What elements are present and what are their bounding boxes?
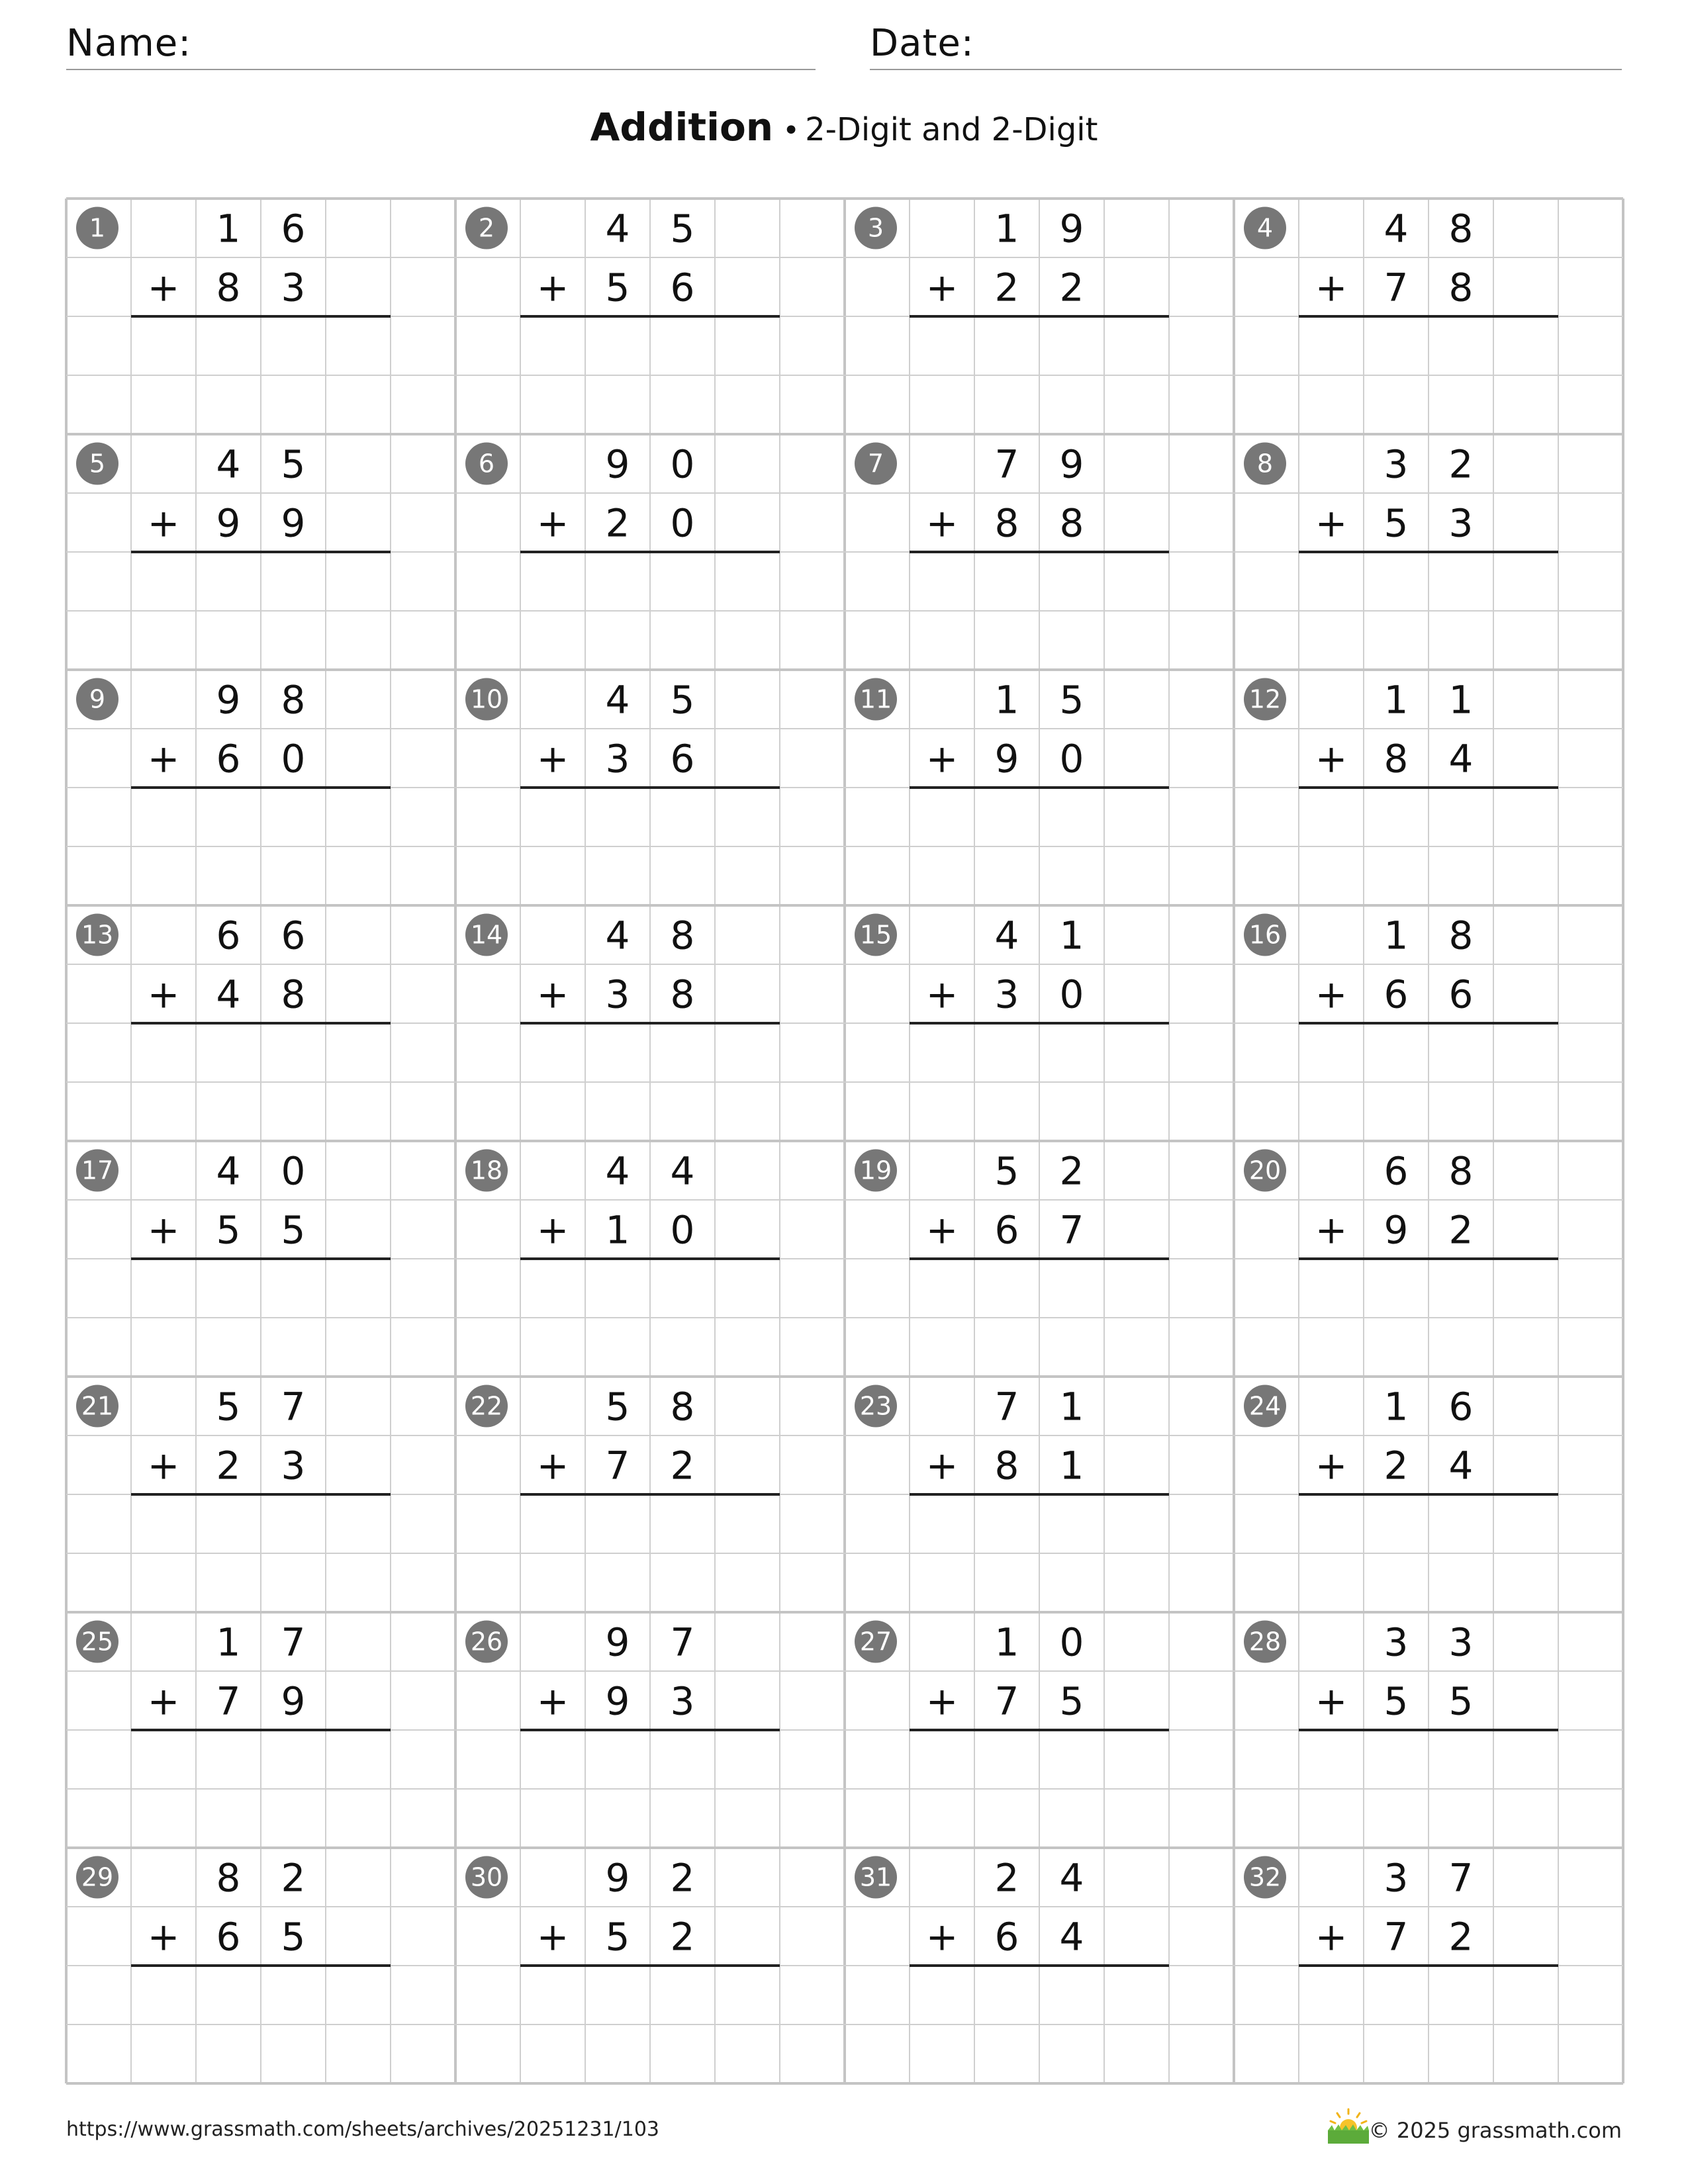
bottom-digit: 8 bbox=[281, 972, 306, 1017]
plus-sign: + bbox=[1315, 1678, 1348, 1724]
top-digit: 8 bbox=[670, 913, 695, 958]
bottom-digit: 2 bbox=[216, 1443, 241, 1488]
top-digit: 5 bbox=[670, 677, 695, 723]
answer-area[interactable] bbox=[131, 1023, 391, 1141]
bottom-digit: 6 bbox=[670, 265, 695, 310]
problem-30 bbox=[465, 1856, 780, 2084]
problem-2 bbox=[465, 206, 780, 435]
title-separator: • bbox=[782, 114, 800, 148]
top-digit: 2 bbox=[670, 1855, 695, 1901]
problem-8 bbox=[1244, 442, 1558, 670]
bottom-digit: 2 bbox=[670, 1443, 695, 1488]
bottom-digit: 9 bbox=[994, 736, 1019, 782]
answer-area[interactable] bbox=[520, 1494, 780, 1612]
bottom-digit: 8 bbox=[994, 1443, 1019, 1488]
bottom-digit: 0 bbox=[670, 1207, 695, 1253]
problem-number: 6 bbox=[478, 449, 495, 478]
plus-sign: + bbox=[1315, 265, 1348, 310]
bottom-digit: 0 bbox=[1059, 972, 1084, 1017]
problem-number: 31 bbox=[859, 1862, 892, 1892]
plus-sign: + bbox=[925, 736, 959, 782]
top-digit: 7 bbox=[281, 1619, 306, 1665]
plus-sign: + bbox=[925, 1443, 959, 1488]
bottom-digit: 3 bbox=[281, 265, 306, 310]
top-digit: 4 bbox=[670, 1148, 695, 1194]
problem-number: 27 bbox=[859, 1627, 892, 1657]
problem-28 bbox=[1244, 1620, 1558, 1848]
answer-area[interactable] bbox=[910, 1259, 1169, 1377]
bottom-digit: 2 bbox=[994, 265, 1019, 310]
plus-sign: + bbox=[147, 500, 180, 546]
problem-6 bbox=[465, 442, 780, 670]
bottom-digit: 5 bbox=[1383, 500, 1409, 546]
problem-31 bbox=[855, 1856, 1169, 2084]
top-digit: 6 bbox=[1448, 1384, 1474, 1430]
problem-4 bbox=[1244, 206, 1558, 435]
problem-number: 4 bbox=[1256, 213, 1274, 243]
problem-number: 13 bbox=[81, 920, 114, 950]
problem-5 bbox=[76, 442, 391, 670]
plus-sign: + bbox=[147, 265, 180, 310]
bottom-digit: 5 bbox=[1448, 1678, 1474, 1724]
problem-1 bbox=[76, 206, 391, 435]
answer-area[interactable] bbox=[910, 1966, 1169, 2083]
problem-22 bbox=[465, 1385, 780, 1613]
plus-sign: + bbox=[147, 1443, 180, 1488]
plus-sign: + bbox=[536, 500, 569, 546]
answer-area[interactable] bbox=[910, 788, 1169, 905]
top-digit: 4 bbox=[994, 913, 1019, 958]
bottom-digit: 3 bbox=[670, 1678, 695, 1724]
problem-11 bbox=[855, 678, 1169, 906]
grass-sun-logo-icon bbox=[1324, 2108, 1373, 2145]
plus-sign: + bbox=[536, 1678, 569, 1724]
top-digit: 3 bbox=[1383, 1855, 1409, 1901]
problem-3 bbox=[855, 206, 1169, 435]
problem-number: 16 bbox=[1248, 920, 1282, 950]
top-digit: 4 bbox=[1059, 1855, 1084, 1901]
plus-sign: + bbox=[1315, 972, 1348, 1017]
plus-sign: + bbox=[1315, 736, 1348, 782]
bottom-digit: 9 bbox=[1383, 1207, 1409, 1253]
top-digit: 5 bbox=[994, 1148, 1019, 1194]
top-digit: 3 bbox=[1383, 441, 1409, 487]
problem-number: 32 bbox=[1248, 1862, 1282, 1892]
footer-copyright: © 2025 grassmath.com bbox=[1368, 2118, 1622, 2143]
bottom-digit: 7 bbox=[1383, 1914, 1409, 1960]
answer-area[interactable] bbox=[131, 552, 391, 670]
top-digit: 1 bbox=[1059, 913, 1084, 958]
footer-url: https://www.grassmath.com/sheets/archives/20251231/103 bbox=[66, 2118, 660, 2141]
bottom-digit: 4 bbox=[1448, 736, 1474, 782]
top-digit: 2 bbox=[994, 1855, 1019, 1901]
problem-number: 1 bbox=[89, 213, 106, 243]
answer-area[interactable] bbox=[1299, 1966, 1558, 2083]
top-digit: 4 bbox=[605, 677, 630, 723]
top-digit: 5 bbox=[605, 1384, 630, 1430]
problem-number: 2 bbox=[478, 213, 495, 243]
top-digit: 4 bbox=[605, 206, 630, 251]
problem-number: 19 bbox=[859, 1156, 892, 1185]
answer-area[interactable] bbox=[1299, 316, 1558, 434]
bottom-digit: 1 bbox=[605, 1207, 630, 1253]
top-digit: 4 bbox=[1383, 206, 1409, 251]
top-digit: 8 bbox=[281, 677, 306, 723]
bottom-digit: 4 bbox=[216, 972, 241, 1017]
problem-27 bbox=[855, 1620, 1169, 1848]
top-digit: 5 bbox=[1059, 677, 1084, 723]
answer-area[interactable] bbox=[910, 316, 1169, 434]
bottom-digit: 6 bbox=[216, 736, 241, 782]
bottom-digit: 3 bbox=[1448, 500, 1474, 546]
problem-number: 22 bbox=[470, 1391, 503, 1421]
plus-sign: + bbox=[147, 1678, 180, 1724]
title-subtitle: 2-Digit and 2-Digit bbox=[805, 111, 1098, 148]
top-digit: 6 bbox=[281, 206, 306, 251]
answer-area[interactable] bbox=[131, 788, 391, 905]
bottom-digit: 2 bbox=[605, 500, 630, 546]
problem-15 bbox=[855, 913, 1169, 1142]
title-main: Addition bbox=[590, 105, 774, 150]
problem-number: 10 bbox=[470, 684, 503, 714]
top-digit: 8 bbox=[1448, 206, 1474, 251]
bottom-digit: 5 bbox=[605, 1914, 630, 1960]
top-digit: 2 bbox=[281, 1855, 306, 1901]
top-digit: 8 bbox=[216, 1855, 241, 1901]
problem-19 bbox=[855, 1149, 1169, 1377]
problem-number: 5 bbox=[89, 449, 106, 478]
plus-sign: + bbox=[925, 972, 959, 1017]
top-digit: 1 bbox=[1059, 1384, 1084, 1430]
top-digit: 7 bbox=[281, 1384, 306, 1430]
problem-29 bbox=[76, 1856, 391, 2084]
bottom-digit: 5 bbox=[281, 1914, 306, 1960]
bottom-digit: 4 bbox=[1059, 1914, 1084, 1960]
problem-23 bbox=[855, 1385, 1169, 1613]
bottom-digit: 8 bbox=[1383, 736, 1409, 782]
answer-area[interactable] bbox=[1299, 1730, 1558, 1848]
problem-10 bbox=[465, 678, 780, 906]
problem-18 bbox=[465, 1149, 780, 1377]
bottom-digit: 0 bbox=[281, 736, 306, 782]
problem-number: 23 bbox=[859, 1391, 892, 1421]
bottom-digit: 8 bbox=[1448, 265, 1474, 310]
problem-21 bbox=[76, 1385, 391, 1613]
bottom-digit: 2 bbox=[1383, 1443, 1409, 1488]
top-digit: 9 bbox=[605, 1619, 630, 1665]
problem-number: 28 bbox=[1248, 1627, 1282, 1657]
answer-area[interactable] bbox=[520, 1023, 780, 1141]
bottom-digit: 7 bbox=[1059, 1207, 1084, 1253]
plus-sign: + bbox=[147, 1207, 180, 1253]
problem-25 bbox=[76, 1620, 391, 1848]
problem-number: 21 bbox=[81, 1391, 114, 1421]
bottom-digit: 5 bbox=[281, 1207, 306, 1253]
plus-sign: + bbox=[1315, 500, 1348, 546]
problem-number: 8 bbox=[1256, 449, 1274, 478]
problem-number: 12 bbox=[1248, 684, 1282, 714]
problem-24 bbox=[1244, 1385, 1558, 1613]
top-digit: 7 bbox=[994, 1384, 1019, 1430]
bottom-digit: 0 bbox=[670, 500, 695, 546]
top-digit: 4 bbox=[216, 1148, 241, 1194]
top-digit: 5 bbox=[670, 206, 695, 251]
problem-number: 18 bbox=[470, 1156, 503, 1185]
plus-sign: + bbox=[147, 1914, 180, 1960]
top-digit: 9 bbox=[605, 441, 630, 487]
bottom-digit: 3 bbox=[605, 736, 630, 782]
bottom-digit: 3 bbox=[605, 972, 630, 1017]
top-digit: 3 bbox=[1383, 1619, 1409, 1665]
problem-13 bbox=[76, 913, 391, 1142]
top-digit: 5 bbox=[216, 1384, 241, 1430]
problem-32 bbox=[1244, 1856, 1558, 2084]
answer-area[interactable] bbox=[520, 1966, 780, 2083]
bottom-digit: 6 bbox=[670, 736, 695, 782]
answer-area[interactable] bbox=[1299, 1259, 1558, 1377]
plus-sign: + bbox=[536, 265, 569, 310]
problem-number: 15 bbox=[859, 920, 892, 950]
answer-area[interactable] bbox=[520, 788, 780, 905]
bottom-digit: 0 bbox=[1059, 736, 1084, 782]
top-digit: 1 bbox=[994, 206, 1019, 251]
bottom-digit: 2 bbox=[670, 1914, 695, 1960]
top-digit: 2 bbox=[1448, 441, 1474, 487]
top-digit: 6 bbox=[216, 913, 241, 958]
plus-sign: + bbox=[536, 736, 569, 782]
top-digit: 7 bbox=[670, 1619, 695, 1665]
bottom-digit: 2 bbox=[1448, 1207, 1474, 1253]
bottom-digit: 1 bbox=[1059, 1443, 1084, 1488]
problem-9 bbox=[76, 678, 391, 906]
bottom-digit: 6 bbox=[994, 1207, 1019, 1253]
plus-sign: + bbox=[536, 1914, 569, 1960]
answer-area[interactable] bbox=[1299, 552, 1558, 670]
answer-area[interactable] bbox=[1299, 1023, 1558, 1141]
answer-area[interactable] bbox=[910, 552, 1169, 670]
answer-area[interactable] bbox=[131, 1966, 391, 2083]
problem-number: 26 bbox=[470, 1627, 503, 1657]
bottom-digit: 5 bbox=[1383, 1678, 1409, 1724]
bottom-digit: 6 bbox=[216, 1914, 241, 1960]
bottom-digit: 5 bbox=[216, 1207, 241, 1253]
problem-number: 7 bbox=[867, 449, 884, 478]
answer-area[interactable] bbox=[910, 1494, 1169, 1612]
top-digit: 2 bbox=[1059, 1148, 1084, 1194]
top-digit: 7 bbox=[1448, 1855, 1474, 1901]
answer-area[interactable] bbox=[131, 316, 391, 434]
answer-area[interactable] bbox=[131, 1259, 391, 1377]
plus-sign: + bbox=[925, 1678, 959, 1724]
problem-26 bbox=[465, 1620, 780, 1848]
answer-area[interactable] bbox=[520, 1730, 780, 1848]
bottom-digit: 4 bbox=[1448, 1443, 1474, 1488]
bottom-digit: 7 bbox=[216, 1678, 241, 1724]
bottom-digit: 6 bbox=[1383, 972, 1409, 1017]
problem-7 bbox=[855, 442, 1169, 670]
top-digit: 9 bbox=[605, 1855, 630, 1901]
problem-number: 30 bbox=[470, 1862, 503, 1892]
problem-number: 3 bbox=[867, 213, 884, 243]
top-digit: 4 bbox=[605, 913, 630, 958]
bottom-digit: 5 bbox=[1059, 1678, 1084, 1724]
bottom-digit: 9 bbox=[216, 500, 241, 546]
top-digit: 1 bbox=[1448, 677, 1474, 723]
top-digit: 1 bbox=[1383, 913, 1409, 958]
problem-20 bbox=[1244, 1149, 1558, 1377]
plus-sign: + bbox=[1315, 1207, 1348, 1253]
problem-number: 29 bbox=[81, 1862, 114, 1892]
answer-area[interactable] bbox=[520, 316, 780, 434]
bottom-digit: 9 bbox=[281, 500, 306, 546]
answer-area[interactable] bbox=[520, 552, 780, 670]
top-digit: 7 bbox=[994, 441, 1019, 487]
answer-area[interactable] bbox=[131, 1494, 391, 1612]
plus-sign: + bbox=[536, 1443, 569, 1488]
bottom-digit: 5 bbox=[605, 265, 630, 310]
top-digit: 9 bbox=[216, 677, 241, 723]
answer-area[interactable] bbox=[131, 1730, 391, 1848]
problem-number: 25 bbox=[81, 1627, 114, 1657]
name-label: Name: bbox=[66, 22, 192, 65]
problem-number: 9 bbox=[89, 684, 106, 714]
answer-area[interactable] bbox=[1299, 788, 1558, 905]
top-digit: 1 bbox=[216, 1619, 241, 1665]
answer-area[interactable] bbox=[910, 1730, 1169, 1848]
bottom-digit: 7 bbox=[1383, 265, 1409, 310]
plus-sign: + bbox=[147, 972, 180, 1017]
top-digit: 6 bbox=[281, 913, 306, 958]
top-digit: 9 bbox=[1059, 206, 1084, 251]
plus-sign: + bbox=[1315, 1914, 1348, 1960]
problem-number: 14 bbox=[470, 920, 503, 950]
top-digit: 1 bbox=[1383, 677, 1409, 723]
plus-sign: + bbox=[925, 1207, 959, 1253]
top-digit: 1 bbox=[216, 206, 241, 251]
bottom-digit: 6 bbox=[994, 1914, 1019, 1960]
bottom-digit: 8 bbox=[216, 265, 241, 310]
bottom-digit: 7 bbox=[605, 1443, 630, 1488]
bottom-digit: 2 bbox=[1059, 265, 1084, 310]
top-digit: 6 bbox=[1383, 1148, 1409, 1194]
bottom-digit: 8 bbox=[994, 500, 1019, 546]
plus-sign: + bbox=[147, 736, 180, 782]
problem-number: 17 bbox=[81, 1156, 114, 1185]
problem-14 bbox=[465, 913, 780, 1142]
problem-12 bbox=[1244, 678, 1558, 906]
bottom-digit: 9 bbox=[605, 1678, 630, 1724]
problem-number: 11 bbox=[859, 684, 892, 714]
plus-sign: + bbox=[536, 1207, 569, 1253]
top-digit: 4 bbox=[605, 1148, 630, 1194]
plus-sign: + bbox=[536, 972, 569, 1017]
top-digit: 5 bbox=[281, 441, 306, 487]
top-digit: 3 bbox=[1448, 1619, 1474, 1665]
top-digit: 0 bbox=[281, 1148, 306, 1194]
bottom-digit: 9 bbox=[281, 1678, 306, 1724]
problem-16 bbox=[1244, 913, 1558, 1142]
top-digit: 8 bbox=[670, 1384, 695, 1430]
plus-sign: + bbox=[925, 265, 959, 310]
top-digit: 8 bbox=[1448, 913, 1474, 958]
bottom-digit: 6 bbox=[1448, 972, 1474, 1017]
top-digit: 1 bbox=[1383, 1384, 1409, 1430]
bottom-digit: 7 bbox=[994, 1678, 1019, 1724]
top-digit: 0 bbox=[1059, 1619, 1084, 1665]
answer-area[interactable] bbox=[910, 1023, 1169, 1141]
top-digit: 1 bbox=[994, 1619, 1019, 1665]
top-digit: 0 bbox=[670, 441, 695, 487]
answer-area[interactable] bbox=[1299, 1494, 1558, 1612]
problem-17 bbox=[76, 1149, 391, 1377]
plus-sign: + bbox=[925, 500, 959, 546]
problem-number: 20 bbox=[1248, 1156, 1282, 1185]
top-digit: 8 bbox=[1448, 1148, 1474, 1194]
plus-sign: + bbox=[1315, 1443, 1348, 1488]
top-digit: 9 bbox=[1059, 441, 1084, 487]
top-digit: 4 bbox=[216, 441, 241, 487]
bottom-digit: 8 bbox=[670, 972, 695, 1017]
bottom-digit: 2 bbox=[1448, 1914, 1474, 1960]
plus-sign: + bbox=[925, 1914, 959, 1960]
bottom-digit: 8 bbox=[1059, 500, 1084, 546]
answer-area[interactable] bbox=[520, 1259, 780, 1377]
problem-number: 24 bbox=[1248, 1391, 1282, 1421]
top-digit: 1 bbox=[994, 677, 1019, 723]
bottom-digit: 3 bbox=[994, 972, 1019, 1017]
date-label: Date: bbox=[870, 22, 974, 65]
bottom-digit: 3 bbox=[281, 1443, 306, 1488]
